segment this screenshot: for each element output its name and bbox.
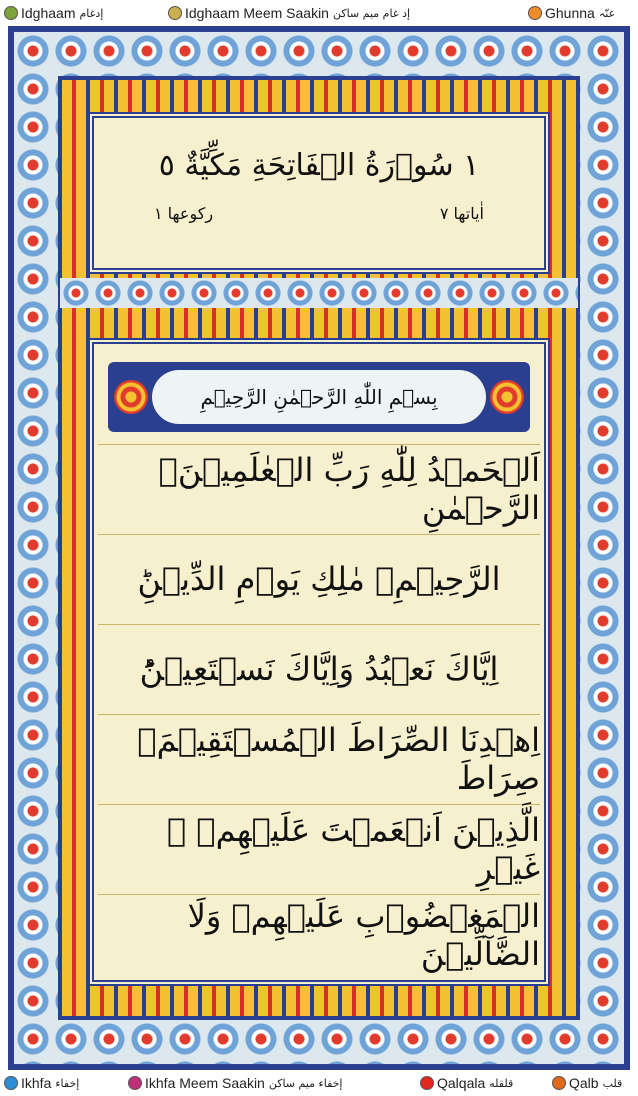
ikhfa-color-dot (4, 1076, 18, 1090)
verse-line: اِيَّاكَ نَعۡبُدُ وَاِيَّاكَ نَسۡتَعِيۡنُؕ (98, 624, 540, 713)
legend-label-arabic: قلقله (489, 1076, 514, 1090)
legend-label-arabic: إد غام میم ساکن (332, 6, 411, 20)
legend-ikhfa-meem-saakin (128, 1075, 343, 1091)
page-frame (0, 26, 638, 1070)
legend-ghunna (528, 5, 614, 21)
legend-label: Qalqala (437, 1075, 486, 1091)
qalb-color-dot (552, 1076, 566, 1090)
rosette-icon (114, 380, 148, 414)
bismillah-frame (108, 362, 530, 432)
ruku-count: ركوعها ١ (154, 204, 214, 223)
verse-panel (88, 338, 550, 986)
ayat-count: اٰياتها ٧ (439, 204, 484, 223)
rosette-icon (490, 380, 524, 414)
qalqala-color-dot (420, 1076, 434, 1090)
legend-bottom (0, 1070, 638, 1096)
bismillah-text: بِسۡمِ اللّٰهِ الرَّحۡمٰنِ الرَّحِيۡمِ (200, 385, 438, 409)
verse-line: اَلۡحَمۡدُ لِلّٰهِ رَبِّ الۡعٰلَمِيۡنَۙ الرَّحۡمٰنِ (98, 444, 540, 533)
idghaam-color-dot (4, 6, 18, 20)
legend-label-arabic: إدغام (79, 6, 104, 20)
legend-label: Ikhfa (21, 1075, 52, 1091)
legend-ikhfa (4, 1075, 79, 1091)
verse-line: الۡمَغۡضُوۡبِ عَلَيۡهِمۡ وَلَا الضَّآلِّيۡنَ (98, 894, 540, 975)
legend-label: Ikhfa Meem Saakin (145, 1075, 265, 1091)
legend-label: Ghunna (545, 5, 595, 21)
legend-qalb (552, 1075, 622, 1091)
legend-label-arabic: إخفاء (55, 1076, 80, 1090)
legend-qalqala (420, 1075, 513, 1091)
legend-label: Idghaam Meem Saakin (185, 5, 329, 21)
verse-line: اِهۡدِنَا الصِّرَاطَ الۡمُسۡتَقِيۡمَۙ صِرَاطَ (98, 714, 540, 803)
verse-line: الرَّحِيۡمِۙ مٰلِكِ يَوۡمِ الدِّيۡنِؕ (98, 534, 540, 623)
surah-title: ١ سُوۡرَةُ الۡفَاتِحَةِ مَكِّيَّةٌ ٥ (158, 148, 480, 183)
legend-idghaam (4, 5, 103, 21)
ghunna-color-dot (528, 6, 542, 20)
bismillah-cartouche (152, 370, 486, 424)
legend-label-arabic: إخفاء میم ساکن (268, 1076, 343, 1090)
surah-header-panel (88, 112, 550, 274)
legend-label-arabic: غنّہ (598, 6, 615, 20)
idghaam-meem-saakin-color-dot (168, 6, 182, 20)
surah-meta (154, 204, 484, 223)
legend-label: Qalb (569, 1075, 599, 1091)
ikhfa-meem-saakin-color-dot (128, 1076, 142, 1090)
legend-top (0, 0, 638, 26)
legend-label: Idghaam (21, 5, 76, 21)
legend-label-arabic: قلب (602, 1076, 623, 1090)
floral-divider (60, 278, 578, 308)
legend-idghaam-meem-saakin (168, 5, 410, 21)
verse-line: الَّذِيۡنَ اَنۡعَمۡتَ عَلَيۡهِمۡ ۙ غَيۡرِ (98, 804, 540, 893)
